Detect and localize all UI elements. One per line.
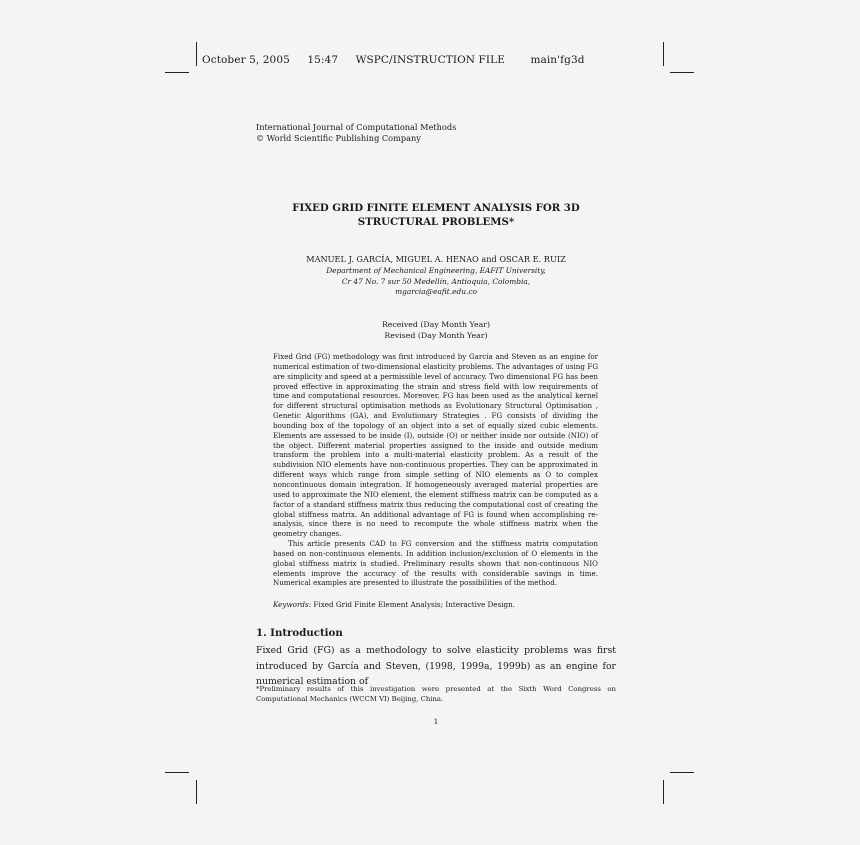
crop-mark	[663, 780, 664, 804]
journal-info	[256, 122, 456, 143]
abstract-paragraph-1: Fixed Grid (FG) methodology was first introduced by García and Steven as an engine for numerical estimation of two-dimensional elasticity problems. The advantages of using FG are simplicity and speed at a permissible level of accuracy. Two dimensional FG has been proved effective in approximating the strain and stress field with low requirements of time and computational resources. Moreover, FG has been used as the analytical kernel for different structural optimisation methods as Evolutionary Structural Optimisation , Genetic Algorithms (GA), and Evolutionary Strategies . FG consists of dividing the bounding box of the topology of an object into a set of equally sized cubic elements. Elements are assessed to be inside (I), outside (O) or neither inside nor outside (NIO) of the object. Different material properties assigned to the inside and outside medium transform the problem into a multi-material elasticity problem. As a result of the subdivision NIO elements have non-continuous properties. They can be approximated in different ways which range from simple setting of NIO elements as O to complex noncontinuous domain integration. If homogeneously averaged material properties are used to approximate the NIO element, the element stiffness matrix can be computed as a factor of a standard stiffness matrix thus reducing the computational cost of creating the global stiffness matrix. An additional advantage of FG is found when accomplishing re-analysis, since there is no need to recompute the whole stiffness matrix when the geometry changes.	[273, 352, 598, 539]
crop-mark	[663, 42, 664, 66]
crop-mark	[165, 772, 189, 773]
paper-authors: MANUEL J. GARCÍA, MIGUEL A. HENAO and OSCAR E. RUIZ	[306, 254, 566, 264]
keywords	[273, 600, 515, 609]
affiliation	[256, 266, 616, 298]
crop-mark	[165, 72, 189, 73]
running-header	[202, 54, 599, 66]
header-time: 15:47	[307, 54, 339, 66]
received-date: Received (Day Month Year)	[381, 320, 491, 329]
journal-name: International Journal of Computational Methods	[256, 122, 457, 132]
page-number: 1	[433, 717, 439, 726]
keywords-label: Keywords	[273, 600, 309, 609]
header-date: October 5, 2005	[202, 54, 290, 66]
journal-publisher: © World Scientific Publishing Company	[256, 132, 421, 143]
header-file-name: main'fg3d	[530, 54, 585, 66]
crop-mark	[670, 772, 694, 773]
affiliation-line-1: Department of Mechanical Engineering, EAFIT University,	[326, 266, 546, 275]
abstract-paragraph-2: This article presents CAD to FG conversion and the stiffness matrix computation based on non-continuous elements. In addition inclusion/exclusion of O elements in the global stiffness matrix is studied. Preliminary results shown that non-continuous NIO elements improve the accuracy of the results with considerable savings in time. Numerical examples are presented to illustrate the possibilities of the method.	[273, 539, 598, 588]
submission-dates	[256, 320, 616, 341]
revised-date: Revised (Day Month Year)	[384, 330, 488, 340]
section-heading: 1. Introduction	[256, 627, 343, 639]
header-file-type: WSPC/INSTRUCTION FILE	[355, 54, 505, 66]
crop-mark	[670, 72, 694, 73]
affiliation-line-2: Cr 47 No. 7 sur 50 Medellín, Antioquia, Colombia,	[341, 276, 531, 286]
crop-mark	[196, 42, 197, 66]
author-email: mgarcia@eafit.edu.co	[395, 287, 477, 296]
crop-mark	[196, 780, 197, 804]
section-text: Fixed Grid (FG) as a methodology to solve elasticity problems was first introduced by García and Steven, (1998, 1999a, 1999b) as an engine for numerical estimation of	[256, 645, 616, 687]
paper-title: FIXED GRID FINITE ELEMENT ANALYSIS FOR 3D STRUCTURAL PROBLEMS*	[292, 202, 580, 228]
footnote: *Preliminary results of this investigation were presented at the Sixth Word Congress on Computational Mechanics (WCCM VI) Beijing, China.	[256, 685, 616, 704]
abstract	[273, 352, 598, 588]
keywords-text: : Fixed Grid Finite Element Analysis; Interactive Design.	[308, 600, 516, 609]
